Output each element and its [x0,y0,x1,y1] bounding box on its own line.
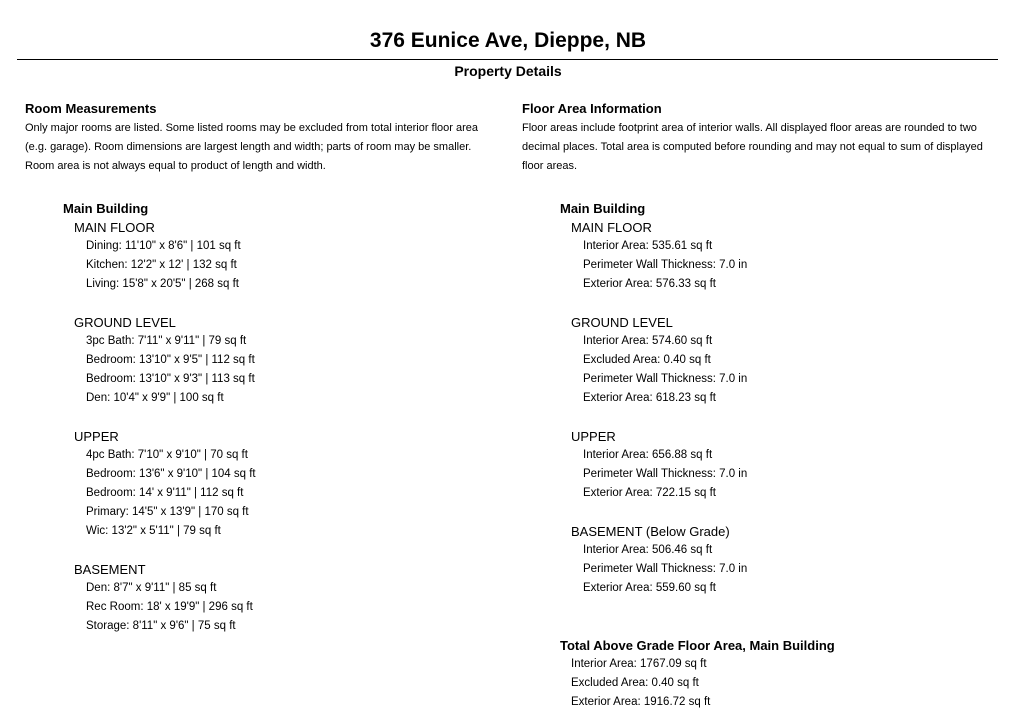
room-measurements-heading: Room Measurements [25,101,157,116]
floor-area-intro: Floor areas include footprint area of interior walls. All displayed floor areas are rounded to two decimal places. Total area is computed before rounding and may not equal to sum of displayed floor areas. [522,122,983,172]
floor-area-heading: Floor Area Information [522,101,662,116]
floor-name: GROUND LEVEL [571,315,673,330]
area-floor-main [571,218,1002,294]
room-line: Bedroom: 13'10" x 9'3" | 113 sq ft [86,373,255,385]
room-line: 4pc Bath: 7'10" x 9'10" | 70 sq ft [86,449,248,461]
room-line: Kitchen: 12'2" x 12' | 132 sq ft [86,259,237,271]
page-title: 376 Eunice Ave, Dieppe, NB [369,29,647,52]
room-building-title: Main Building [63,201,149,216]
area-line: Interior Area: 656.88 sq ft [583,449,713,461]
area-floor-ground [571,313,1002,408]
area-line: Interior Area: 535.61 sq ft [583,240,713,252]
area-line: Interior Area: 506.46 sq ft [583,544,713,556]
room-line: Dining: 11'10" x 8'6" | 101 sq ft [86,240,241,252]
area-line: Perimeter Wall Thickness: 7.0 in [583,259,748,271]
area-line: Interior Area: 574.60 sq ft [583,335,713,347]
floor-name: MAIN FLOOR [74,220,155,235]
room-floor-main [74,218,495,294]
area-line: Exterior Area: 576.33 sq ft [583,278,716,290]
room-line: Storage: 8'11" x 9'6" | 75 sq ft [86,620,236,632]
title-divider [17,59,998,60]
room-line: Wic: 13'2" x 5'11" | 79 sq ft [86,525,221,537]
room-line: Living: 15'8" x 20'5" | 268 sq ft [86,278,239,290]
total-area-title: Total Above Grade Floor Area, Main Building [560,638,835,653]
floor-area-section [522,101,1002,712]
area-line: Exterior Area: 559.60 sq ft [583,582,716,594]
total-line: Interior Area: 1767.09 sq ft [571,658,707,670]
floor-name: GROUND LEVEL [74,315,176,330]
total-line: Exterior Area: 1916.72 sq ft [571,696,711,708]
area-floor-upper [571,427,1002,503]
room-floor-upper [74,427,495,541]
room-line: Bedroom: 14' x 9'11" | 112 sq ft [86,487,244,499]
room-measurements-section [25,101,495,636]
area-line: Perimeter Wall Thickness: 7.0 in [583,373,748,385]
room-line: Den: 8'7" x 9'11" | 85 sq ft [86,582,217,594]
area-line: Exterior Area: 618.23 sq ft [583,392,716,404]
room-floor-basement [74,560,495,636]
total-line: Excluded Area: 0.40 sq ft [571,677,699,689]
floor-name: BASEMENT [74,562,146,577]
room-measurements-intro: Only major rooms are listed. Some listed rooms may be excluded from total interior floor area (e.g. garage). Room dimensions are largest length and width; parts of room may be smaller. Room area is not always equal to product of length and width. [25,122,479,172]
room-line: Primary: 14'5" x 13'9" | 170 sq ft [86,506,249,518]
area-floor-basement [571,522,1002,598]
floor-name: MAIN FLOOR [571,220,652,235]
room-line: Bedroom: 13'6" x 9'10" | 104 sq ft [86,468,256,480]
area-line: Excluded Area: 0.40 sq ft [583,354,711,366]
room-line: Den: 10'4" x 9'9" | 100 sq ft [86,392,224,404]
floor-name: BASEMENT (Below Grade) [571,524,730,539]
area-line: Perimeter Wall Thickness: 7.0 in [583,563,748,575]
floor-name: UPPER [571,429,616,444]
total-area-block [571,655,1002,712]
room-line: Rec Room: 18' x 19'9" | 296 sq ft [86,601,253,613]
room-floor-ground [74,313,495,408]
room-line: 3pc Bath: 7'11" x 9'11" | 79 sq ft [86,335,247,347]
area-line: Exterior Area: 722.15 sq ft [583,487,716,499]
room-line: Bedroom: 13'10" x 9'5" | 112 sq ft [86,354,255,366]
area-building-title: Main Building [560,201,646,216]
area-line: Perimeter Wall Thickness: 7.0 in [583,468,748,480]
page-subtitle: Property Details [454,63,562,79]
floor-name: UPPER [74,429,119,444]
